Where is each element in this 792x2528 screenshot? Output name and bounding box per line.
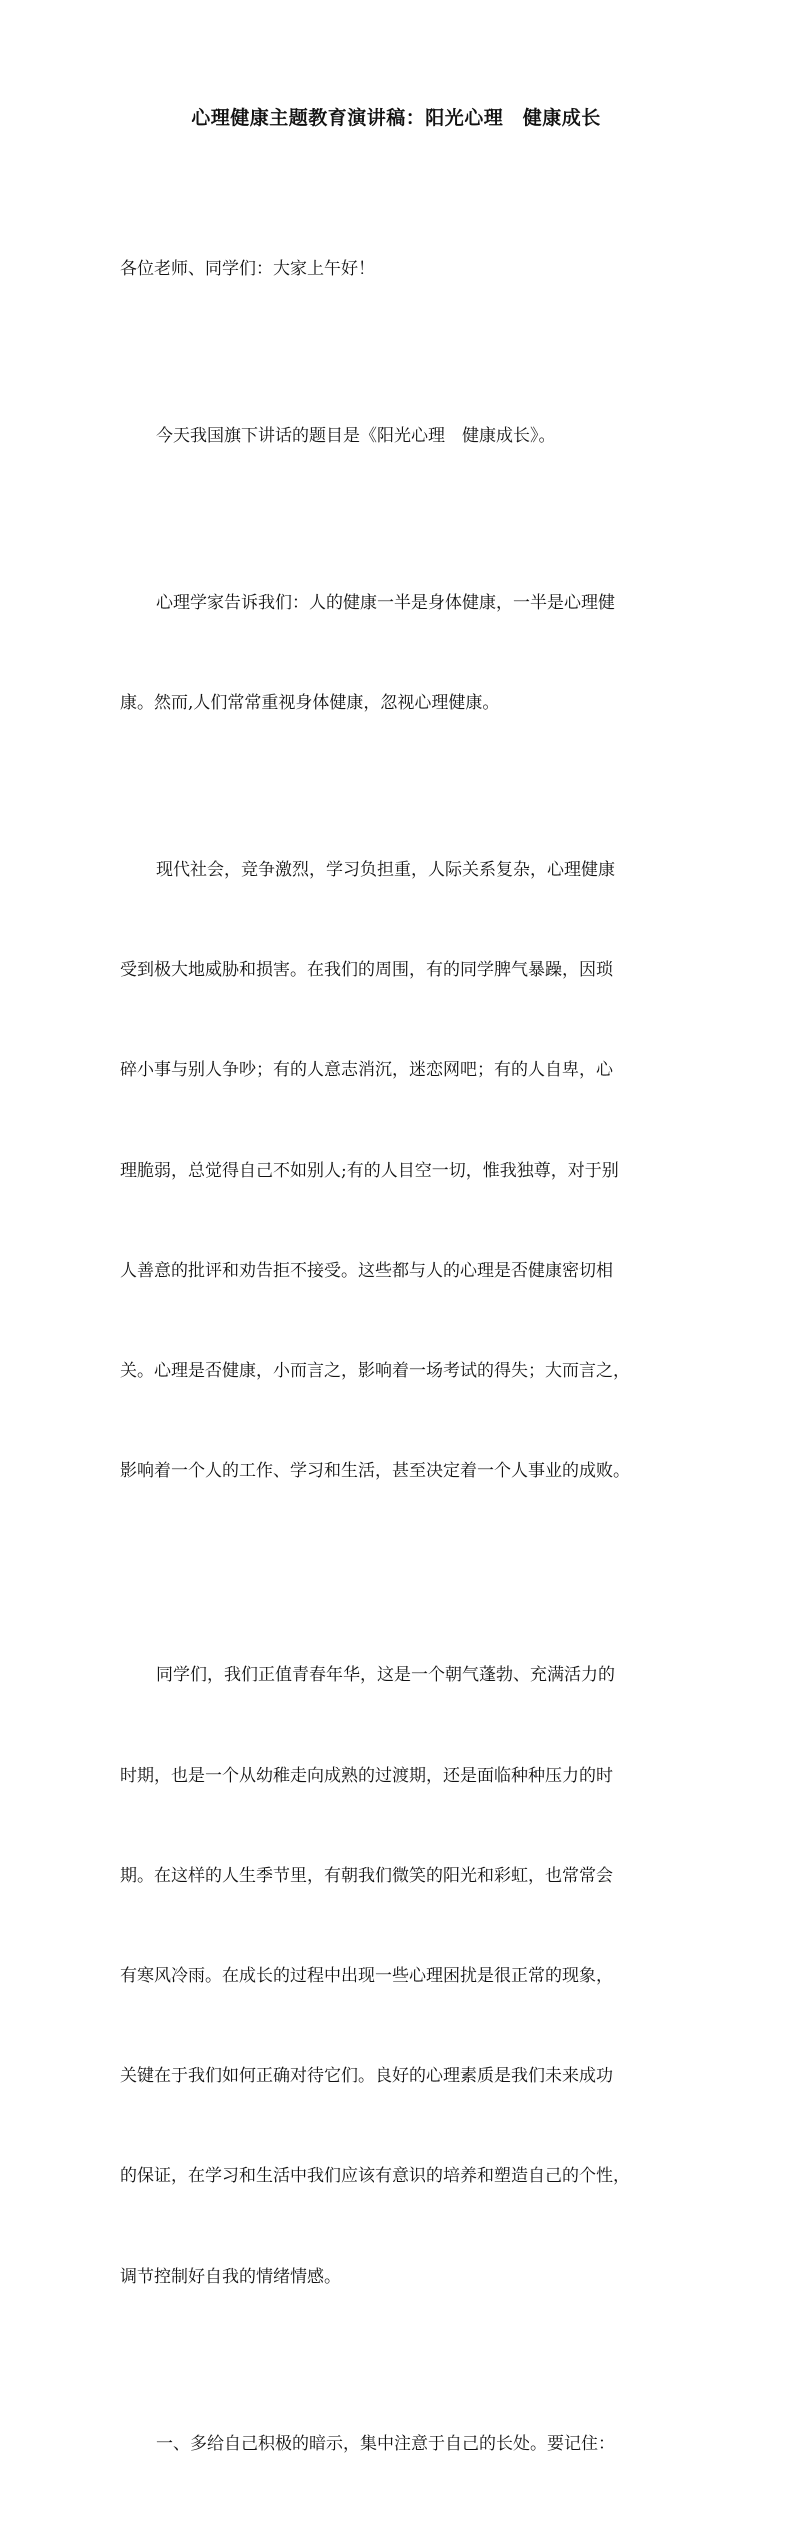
paragraph bbox=[120, 186, 672, 353]
text-line: 关键在于我们如何正确对待它们。良好的心理素质是我们未来成功 bbox=[120, 2066, 613, 2087]
paragraph-spacer bbox=[120, 1555, 672, 1592]
text-line: 人善意的批评和劝告拒不接受。这些都与人的心理是否健康密切相 bbox=[120, 1260, 613, 1281]
text-line: 今天我国旗下讲话的题目是《阳光心理 健康成长》。 bbox=[156, 425, 556, 446]
text-line: 康。然而,人们常常重视身体健康，忽视心理健康。 bbox=[120, 693, 500, 714]
text-line: 有寒风冷雨。在成长的过程中出现一些心理困扰是很正常的现象， bbox=[120, 1965, 613, 1986]
paragraph bbox=[120, 353, 672, 520]
text-line: 碎小事与别人争吵；有的人意志消沉，迷恋网吧；有的人自卑，心 bbox=[120, 1060, 613, 1081]
text-line: 受到极大地威胁和损害。在我们的周围，有的同学脾气暴躁，因琐 bbox=[120, 960, 613, 981]
text-line: 各位老师、同学们：大家上午好！ bbox=[120, 258, 375, 279]
body-text bbox=[120, 186, 672, 2528]
paragraph bbox=[120, 787, 672, 1555]
text-line: 现代社会，竞争激烈，学习负担重，人际关系复杂，心理健康 bbox=[156, 860, 615, 881]
paragraph bbox=[120, 1592, 672, 2360]
text-line: 一、多给自己积极的暗示，集中注意于自己的长处。要记住： bbox=[156, 2433, 615, 2454]
text-line: 的保证，在学习和生活中我们应该有意识的培养和塑造自己的个性， bbox=[120, 2166, 630, 2187]
paragraph bbox=[120, 2361, 672, 2528]
text-line: 期。在这样的人生季节里，有朝我们微笑的阳光和彩虹，也常常会 bbox=[120, 1865, 613, 1886]
text-line: 影响着一个人的工作、学习和生活，甚至决定着一个人事业的成败。 bbox=[120, 1461, 630, 1482]
paragraph bbox=[120, 520, 672, 787]
text-line: 同学们，我们正值青春年华，这是一个朝气蓬勃、充满活力的 bbox=[156, 1665, 615, 1686]
text-line: 关。心理是否健康，小而言之，影响着一场考试的得失；大而言之， bbox=[120, 1361, 630, 1382]
text-line: 时期，也是一个从幼稚走向成熟的过渡期，还是面临种种压力的时 bbox=[120, 1765, 613, 1786]
page-title: 心理健康主题教育演讲稿：阳光心理 健康成长 bbox=[191, 107, 601, 129]
text-line: 心理学家告诉我们：人的健康一半是身体健康，一半是心理健 bbox=[156, 592, 615, 613]
text-line: 理脆弱，总觉得自己不如别人;有的人目空一切，惟我独尊，对于别 bbox=[120, 1160, 619, 1181]
text-line: 调节控制好自我的情绪情感。 bbox=[120, 2266, 341, 2287]
